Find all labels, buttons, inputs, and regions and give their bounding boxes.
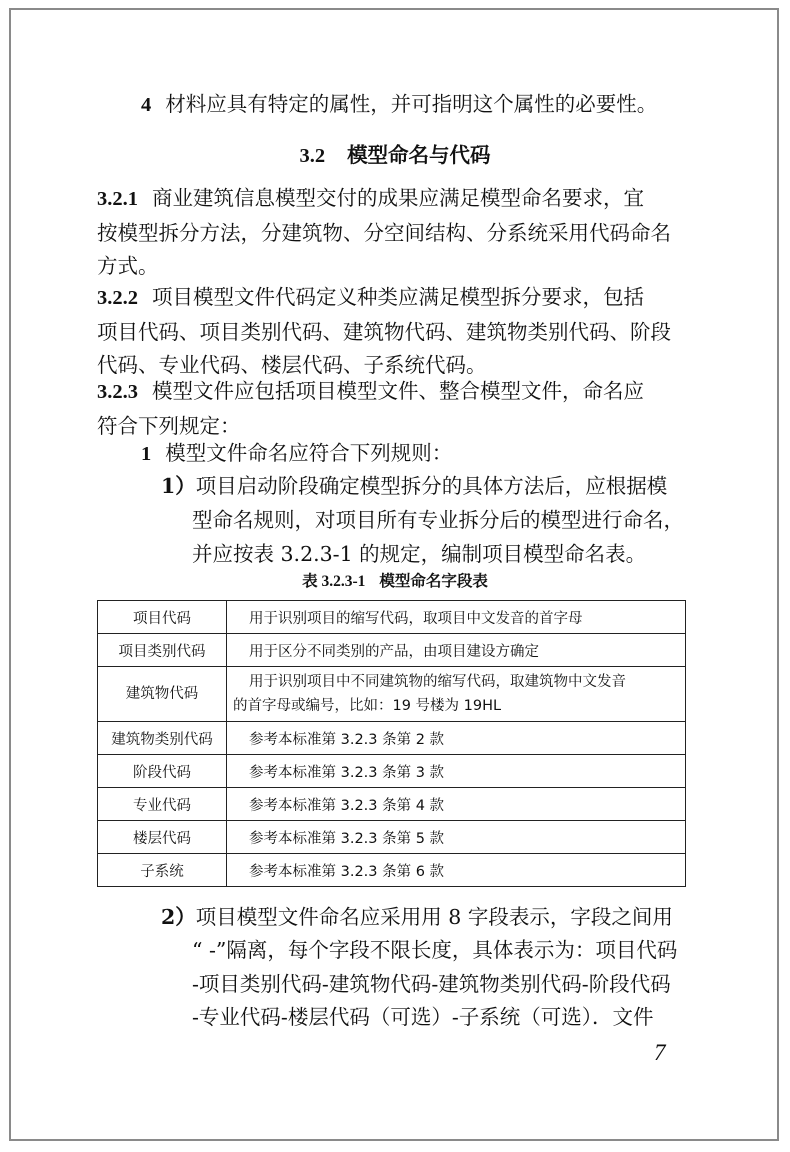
table-row — [98, 755, 686, 788]
field-name: 项目类别代码 — [98, 634, 227, 667]
clause-line: 项目代码、项目类别代码、建筑物代码、建筑物类别代码、阶段 — [97, 319, 671, 344]
sub-item-line: 型命名规则，对项目所有专业拆分后的模型进行命名， — [192, 508, 684, 532]
section-title: 模型命名与代码 — [347, 143, 491, 167]
clause-3-2-1 — [97, 182, 671, 284]
field-description-line: 的首字母或编号，比如：19 号楼为 19HL — [233, 698, 502, 714]
sub-item-2-number: 2） — [161, 905, 196, 929]
field-description: 参考本标准第 3.2.3 条第 3 款 — [227, 755, 686, 788]
field-name: 子系统 — [98, 854, 227, 887]
sub-item-line: 项目启动阶段确定模型拆分的具体方法后，应根据模 — [195, 474, 668, 498]
naming-field-table — [97, 600, 686, 887]
table-row — [98, 667, 686, 722]
clause-line: 代码、专业代码、楼层代码、子系统代码。 — [97, 353, 487, 377]
clause-3-2-2 — [97, 281, 671, 383]
field-name: 建筑物类别代码 — [98, 722, 227, 755]
table-row — [98, 634, 686, 667]
sub-item-2 — [161, 901, 673, 935]
sub-item-1-number: 1） — [161, 474, 196, 498]
sub-item-2-cont — [192, 934, 677, 1035]
table-caption-number: 表 3.2.3-1 — [302, 573, 366, 590]
sub-item-line: “ -”隔离，每个字段不限长度，具体表示为：项目代码 — [192, 938, 678, 962]
clause-3-2-3 — [97, 375, 644, 443]
page-number: 7 — [654, 1040, 666, 1065]
clause-line: 符合下列规定： — [97, 413, 241, 438]
table-caption-title: 模型命名字段表 — [379, 572, 488, 590]
clause-line: 模型文件应包括项目模型文件、整合模型文件，命名应 — [152, 379, 644, 403]
clause-line: 项目模型文件代码定义种类应满足模型拆分要求，包括 — [152, 285, 644, 309]
field-description: 参考本标准第 3.2.3 条第 5 款 — [227, 821, 686, 854]
item-1-number: 1 — [141, 443, 152, 465]
item-4 — [141, 88, 657, 123]
clause-line: 方式。 — [97, 254, 159, 278]
table-row — [98, 821, 686, 854]
field-name: 专业代码 — [98, 788, 227, 821]
section-heading — [0, 138, 790, 168]
field-description: 参考本标准第 3.2.3 条第 2 款 — [227, 722, 686, 755]
field-description: 用于识别项目的缩写代码，取项目中文发音的首字母 — [227, 601, 686, 634]
table-row — [98, 722, 686, 755]
item-1-text: 模型文件命名应符合下列规则： — [165, 441, 453, 465]
sub-item-line: -专业代码-楼层代码（可选）-子系统（可选）．文件 — [192, 1005, 654, 1029]
sub-item-line: 项目模型文件命名应采用用 8 字段表示，字段之间用 — [195, 905, 673, 929]
table-row — [98, 788, 686, 821]
field-name: 建筑物代码 — [98, 667, 227, 722]
item-4-text: 材料应具有特定的属性，并可指明这个属性的必要性。 — [165, 92, 658, 116]
clause-line: 按模型拆分方法，分建筑物、分空间结构、分系统采用代码命名 — [97, 220, 671, 245]
item-1 — [141, 437, 452, 472]
field-name: 项目代码 — [98, 601, 227, 634]
table-row — [98, 601, 686, 634]
item-4-number: 4 — [141, 94, 152, 116]
clause-line: 商业建筑信息模型交付的成果应满足模型命名要求，宜 — [152, 186, 644, 210]
clause-number: 3.2.2 — [97, 287, 138, 309]
sub-item-1 — [161, 470, 667, 504]
sub-item-line: -项目类别代码-建筑物代码-建筑物类别代码-阶段代码 — [192, 971, 671, 996]
table-caption — [0, 569, 790, 591]
field-description-line: 用于识别项目中不同建筑物的缩写代码，取建筑物中文发音 — [249, 674, 626, 690]
sub-item-line: 并应按表 3.2.3-1 的规定，编制项目模型命名表。 — [192, 541, 647, 566]
field-description: 用于区分不同类别的产品，由项目建设方确定 — [227, 634, 686, 667]
field-description — [227, 667, 686, 722]
field-description: 参考本标准第 3.2.3 条第 6 款 — [227, 854, 686, 887]
clause-number: 3.2.3 — [97, 381, 138, 403]
clause-number: 3.2.1 — [97, 188, 138, 210]
field-name: 阶段代码 — [98, 755, 227, 788]
table-row — [98, 854, 686, 887]
sub-item-1-cont — [192, 504, 684, 571]
field-name: 楼层代码 — [98, 821, 227, 854]
section-number: 3.2 — [299, 145, 326, 167]
field-description: 参考本标准第 3.2.3 条第 4 款 — [227, 788, 686, 821]
